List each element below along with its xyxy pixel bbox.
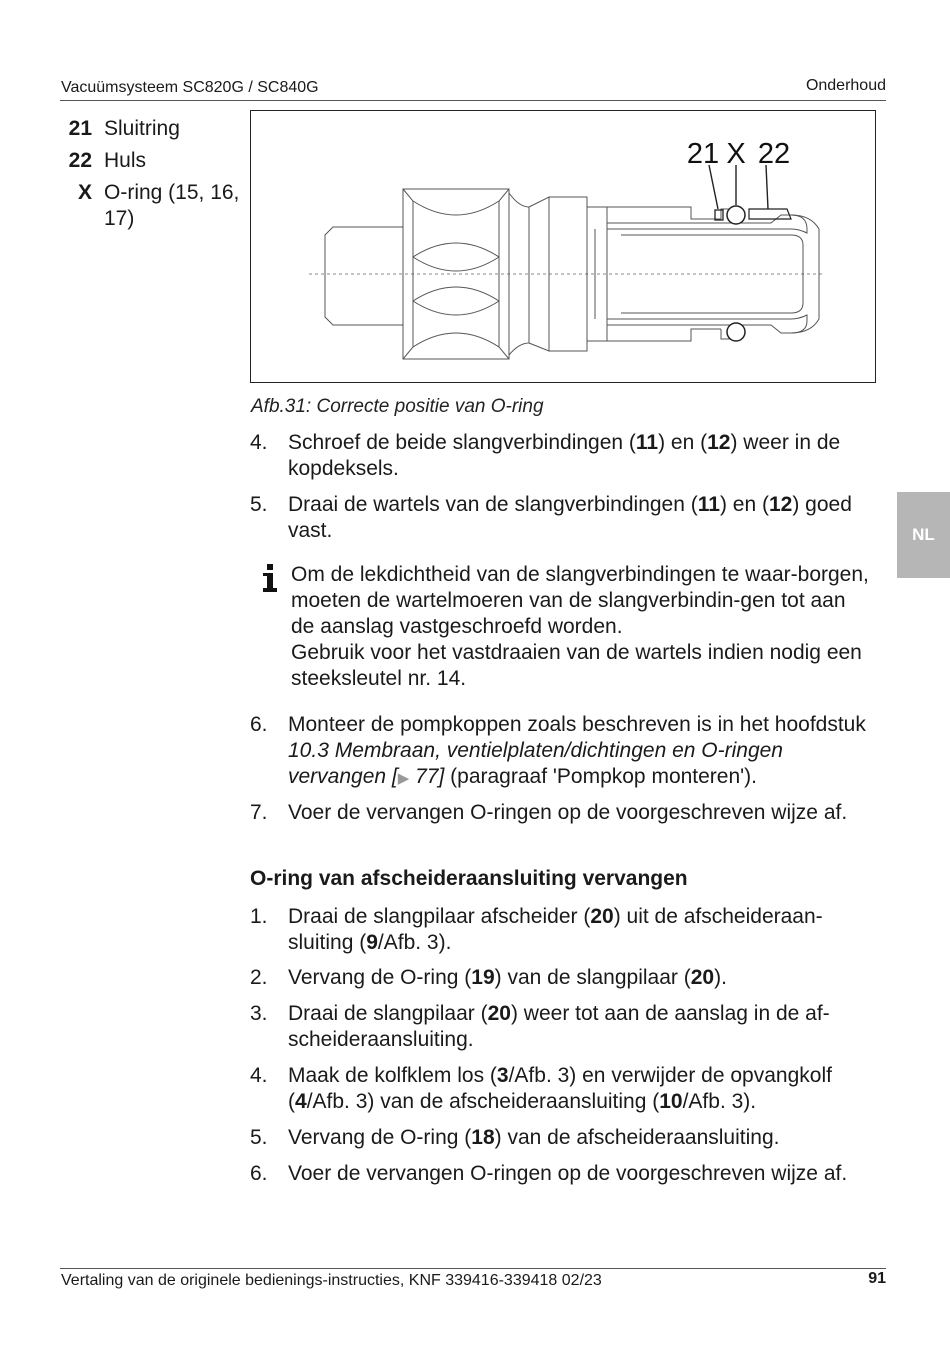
info-line: Gebruik voor het vastdraaien van de wartels indien nodig een steeksleutel nr. 14. [291, 641, 862, 690]
figure-label-x: X [726, 138, 746, 170]
legend-row [60, 113, 240, 145]
step-text: Draai de wartels van de slangverbindingen (11) en (12) goed vast. [288, 493, 852, 542]
step-number: 4. [250, 1064, 268, 1087]
step-text: Voer de vervangen O-ringen op de voorgeschreven wijze af. [288, 801, 848, 824]
info-line: Om de lekdichtheid van de slangverbindingen te waar-borgen, moeten de wartelmoeren van de slangverbindin-gen tot aan de aanslag vastgeschroefd worden. [291, 563, 869, 638]
header-divider [60, 100, 886, 101]
figure-label-21: 21 [686, 138, 720, 170]
step-text: Vervang de O-ring (19) van de slangpilaar (20). [288, 966, 727, 989]
list-item [250, 1125, 870, 1151]
step-text: Schroef de beide slangverbindingen (11) en (12) weer in de kopdeksels. [288, 431, 841, 480]
oring-top [727, 206, 745, 224]
step-number: 5. [250, 493, 268, 516]
list-item [250, 1063, 870, 1115]
legend-row [60, 177, 240, 232]
step-number: 4. [250, 431, 268, 454]
step-number: 3. [250, 1002, 268, 1025]
step-number: 7. [250, 801, 268, 824]
list-item [250, 800, 870, 826]
oring-bottom [727, 323, 745, 341]
list-item [250, 1161, 870, 1187]
section-heading: O-ring van afscheideraansluiting vervangen [250, 867, 688, 890]
leader-21 [709, 165, 718, 209]
step-number: 5. [250, 1126, 268, 1149]
figure-caption: Afb.31: Correcte positie van O-ring [251, 396, 544, 417]
header-title: Vacuümsysteem SC820G / SC840G [61, 79, 319, 96]
figure-legend [60, 113, 240, 232]
step-number: 2. [250, 966, 268, 989]
step-text: Draai de slangpilaar afscheider (20) uit de afscheideraan-sluiting (9/Afb. 3). [288, 905, 823, 954]
legend-number: 21 [68, 117, 92, 140]
list-item [250, 1001, 870, 1053]
page-ref-arrow-icon: ▶ [397, 770, 410, 787]
list-item [250, 712, 870, 792]
info-icon [262, 564, 278, 599]
legend-row [60, 145, 240, 177]
info-note [291, 562, 871, 692]
step-text: Monteer de pompkoppen zoals beschreven is in het hoofdstuk 10.3 Membraan, ventielplaten/dichtingen en O-ringen vervangen [▶ 77] (paragraaf 'Pompkop monteren'). [288, 713, 866, 788]
chapter-link[interactable]: 10.3 Membraan, ventielplaten/dichtingen en O-ringen vervangen [▶ 77] [288, 739, 783, 788]
step-text: Vervang de O-ring (18) van de afscheideraansluiting. [288, 1126, 780, 1149]
leader-22 [766, 165, 768, 209]
step-text: Voer de vervangen O-ringen op de voorgeschreven wijze af. [288, 1162, 848, 1185]
language-tab: NL [897, 492, 950, 578]
legend-text: O-ring (15, 16, 17) [104, 181, 240, 230]
hose-connector-drawing [251, 111, 875, 382]
oring-position-figure [250, 110, 876, 383]
sleeve-22 [749, 209, 791, 219]
list-item [250, 492, 870, 544]
figure-label-22: 22 [757, 138, 791, 170]
list-item [250, 965, 870, 991]
list-item [250, 430, 870, 482]
footer-divider [60, 1268, 886, 1269]
footer-text: Vertaling van de originele bedienings-instructies, KNF 339416-339418 02/23 [61, 1272, 602, 1289]
step-text: Maak de kolfklem los (3/Afb. 3) en verwijder de opvangkolf (4/Afb. 3) van de afscheideraansluiting (10/Afb. 3). [288, 1064, 832, 1113]
list-item [250, 904, 870, 956]
legend-number: 22 [68, 149, 92, 172]
legend-text: Sluitring [104, 117, 180, 140]
step-number: 6. [250, 1162, 268, 1185]
step-number: 6. [250, 713, 268, 736]
header-section: Onderhoud [805, 77, 886, 94]
legend-number: X [77, 181, 92, 204]
step-text: Draai de slangpilaar (20) weer tot aan de aanslag in de af-scheideraansluiting. [288, 1002, 830, 1051]
page-number: 91 [868, 1270, 886, 1287]
legend-text: Huls [104, 149, 147, 172]
step-number: 1. [250, 905, 268, 928]
